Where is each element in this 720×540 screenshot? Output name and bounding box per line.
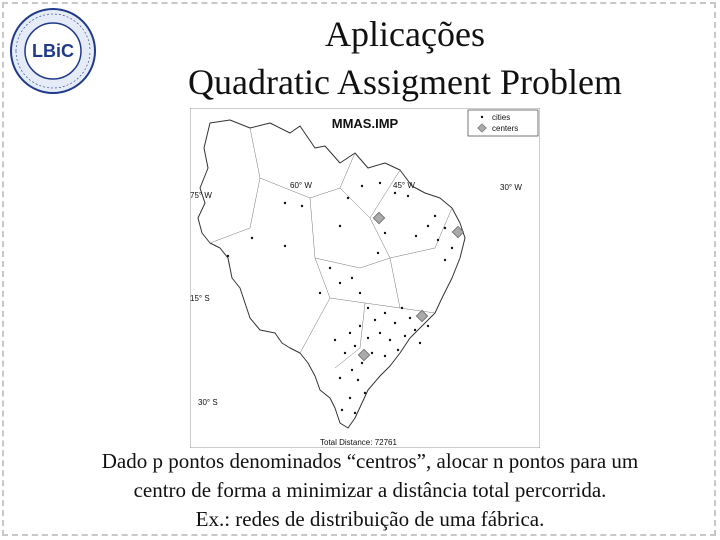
total-distance: Total Distance: 72761 [320, 438, 397, 447]
lon-label-60: 60° W [290, 181, 312, 190]
lat-label-30: 30° S [198, 398, 218, 407]
city-point [361, 362, 363, 364]
city-point [351, 369, 353, 371]
figure-title: MMAS.IMP [331, 116, 399, 131]
figure-legend [468, 110, 538, 136]
city-point [437, 239, 439, 241]
city-point [251, 237, 253, 239]
body-line-3: Ex.: redes de distribuição de uma fábrica. [195, 507, 545, 531]
city-point [347, 197, 349, 199]
city-point [434, 215, 436, 217]
city-point [284, 202, 286, 204]
city-point [389, 339, 391, 341]
city-point [444, 259, 446, 261]
city-point [367, 307, 369, 309]
city-point [339, 225, 341, 227]
city-point [427, 325, 429, 327]
city-point [357, 379, 359, 381]
city-point [284, 245, 286, 247]
lat-label-15: 15° S [190, 294, 210, 303]
city-point [367, 337, 369, 339]
city-point [334, 339, 336, 341]
slide-body [30, 447, 710, 534]
city-point [415, 235, 417, 237]
legend-cities: cities [492, 113, 511, 122]
logo-text: LBiC [32, 41, 74, 61]
city-point [359, 325, 361, 327]
city-point [344, 352, 346, 354]
brazil-map-figure [190, 108, 540, 448]
title-line-2: Quadratic Assigment Problem [188, 62, 622, 102]
city-point [414, 329, 416, 331]
city-point [339, 282, 341, 284]
city-point [364, 392, 366, 394]
city-point [359, 292, 361, 294]
city-point [384, 312, 386, 314]
city-point [444, 227, 446, 229]
city-point [451, 247, 453, 249]
slide-title [110, 10, 700, 106]
title-line-1: Aplicações [325, 14, 485, 54]
city-point [409, 317, 411, 319]
city-point [349, 397, 351, 399]
city-point [227, 255, 229, 257]
city-point [407, 195, 409, 197]
city-point [341, 409, 343, 411]
lbic-logo [8, 6, 98, 96]
lon-label-30: 30° W [500, 183, 522, 192]
city-point [427, 225, 429, 227]
city-point [351, 277, 353, 279]
city-point [349, 332, 351, 334]
body-line-2: centro de forma a minimizar a distância total percorrida. [133, 478, 607, 502]
city-point [374, 319, 376, 321]
city-point [361, 185, 363, 187]
city-point [339, 377, 341, 379]
city-point [354, 345, 356, 347]
city-point [384, 355, 386, 357]
city-point [379, 182, 381, 184]
legend-city-marker [481, 116, 483, 118]
city-point [354, 412, 356, 414]
lon-label-45: 45° W [393, 181, 415, 190]
city-point [379, 332, 381, 334]
city-point [394, 322, 396, 324]
city-point [394, 192, 396, 194]
city-point [397, 349, 399, 351]
city-point [404, 335, 406, 337]
city-point [377, 252, 379, 254]
city-point [401, 307, 403, 309]
lon-label-75: 75° W [190, 191, 212, 200]
city-point [329, 267, 331, 269]
legend-centers: centers [492, 124, 519, 133]
city-point [384, 232, 386, 234]
city-point [371, 352, 373, 354]
city-point [319, 292, 321, 294]
city-point [301, 205, 303, 207]
body-line-1: Dado p pontos denominados “centros”, alocar n pontos para um [101, 449, 639, 473]
city-point [419, 342, 421, 344]
